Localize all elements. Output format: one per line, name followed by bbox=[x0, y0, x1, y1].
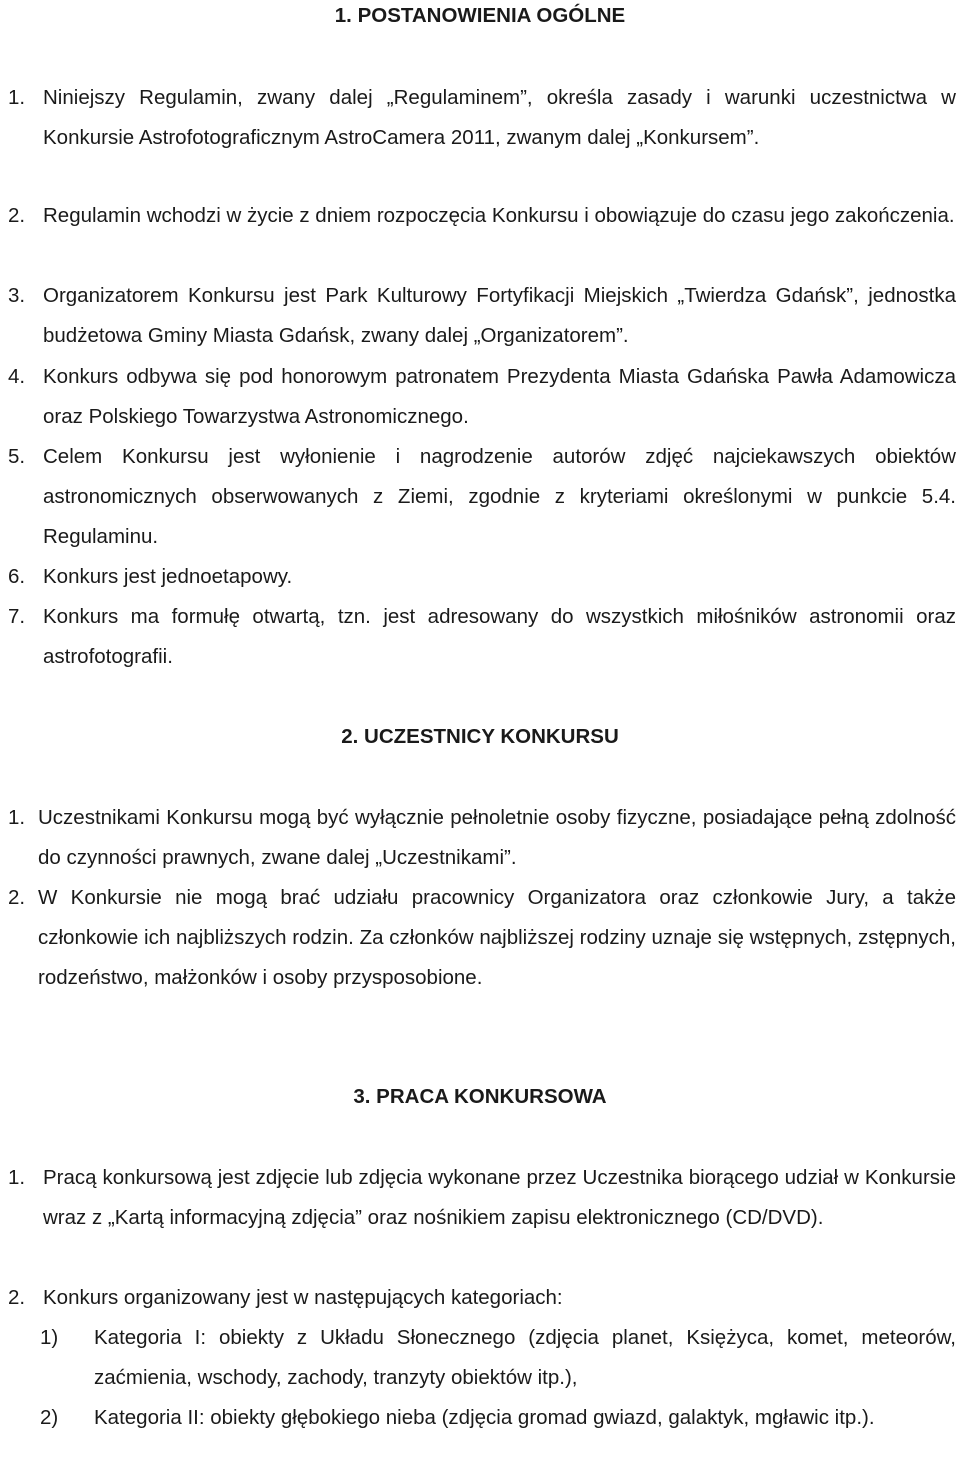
item-number: 2. bbox=[8, 204, 26, 227]
item-text: Regulamin wchodzi w życie z dniem rozpoczęcia Konkursu i obowiązuje do czasu jego zakończenia. bbox=[43, 204, 955, 227]
item-number: 1. bbox=[8, 806, 26, 829]
item-number: 4. bbox=[8, 365, 26, 388]
list-item bbox=[0, 437, 956, 557]
list-item bbox=[0, 357, 956, 437]
sub-list-item bbox=[0, 1318, 956, 1398]
list-item bbox=[0, 597, 956, 677]
item-text: Celem Konkursu jest wyłonienie i nagrodzenie autorów zdjęć najciekawszych obiektów astronomicznych obserwowanych z Ziemi, zgodnie z kryteriami określonymi w punkcie 5.4. Regulaminu. bbox=[43, 445, 956, 548]
list-item bbox=[0, 1278, 956, 1318]
sub-item-number: 2) bbox=[40, 1406, 59, 1429]
item-number: 1. bbox=[8, 1166, 26, 1189]
item-number: 2. bbox=[8, 1286, 26, 1309]
section-heading-uczestnicy: 2. UCZESTNICY KONKURSU bbox=[341, 725, 619, 748]
section-heading-praca: 3. PRACA KONKURSOWA bbox=[353, 1085, 607, 1108]
item-text: Konkurs organizowany jest w następujących kategoriach: bbox=[43, 1286, 563, 1309]
item-text: Konkurs odbywa się pod honorowym patronatem Prezydenta Miasta Gdańska Pawła Adamowicza oraz Polskiego Towarzystwa Astronomicznego. bbox=[43, 365, 956, 428]
item-text: Konkurs ma formułę otwartą, tzn. jest adresowany do wszystkich miłośników astronomii oraz astrofotografii. bbox=[43, 605, 956, 668]
sub-item-text: Kategoria I: obiekty z Układu Słonecznego (zdjęcia planet, Księżyca, komet, meteorów, zaćmienia, wschody, zachody, tranzyty obiektów itp.), bbox=[94, 1326, 956, 1389]
item-text: Pracą konkursową jest zdjęcie lub zdjęcia wykonane przez Uczestnika biorącego udział w Konkursie wraz z „Kartą informacyjną zdjęcia” oraz nośnikiem zapisu elektronicznego (CD/DVD). bbox=[43, 1166, 956, 1229]
item-number: 6. bbox=[8, 565, 26, 588]
item-text: Konkurs jest jednoetapowy. bbox=[43, 565, 293, 588]
sub-list-item bbox=[0, 1398, 956, 1474]
list-item bbox=[0, 78, 956, 198]
item-number: 1. bbox=[8, 86, 26, 109]
item-number: 2. bbox=[8, 886, 26, 909]
item-text: Organizatorem Konkursu jest Park Kulturowy Fortyfikacji Miejskich „Twierdza Gdańsk”, jednostka budżetowa Gminy Miasta Gdańsk, zwany dalej „Organizatorem”. bbox=[43, 284, 956, 347]
item-text: Niniejszy Regulamin, zwany dalej „Regulaminem”, określa zasady i warunki uczestnictwa w Konkursie Astrofotograficznym AstroCamera 2011, zwanym dalej „Konkursem”. bbox=[43, 86, 956, 149]
item-number: 7. bbox=[8, 605, 26, 628]
sub-item-number: 1) bbox=[40, 1326, 59, 1349]
item-number: 5. bbox=[8, 445, 26, 468]
list-item bbox=[0, 878, 956, 998]
item-text: W Konkursie nie mogą brać udziału pracownicy Organizatora oraz członkowie Jury, a także członkowie ich najbliższych rodzin. Za członków najbliższej rodziny uznaje się wstępnych, zstępnych, rodzeństwo, małżonków i osoby przysposobione. bbox=[38, 886, 956, 989]
section-heading-postanowienia: 1. POSTANOWIENIA OGÓLNE bbox=[334, 4, 626, 27]
sub-item-text: Kategoria II: obiekty głębokiego nieba (zdjęcia gromad gwiazd, galaktyk, mgławic itp.). bbox=[94, 1406, 875, 1429]
list-item bbox=[0, 276, 956, 356]
list-item bbox=[0, 196, 956, 276]
list-item bbox=[0, 798, 956, 878]
list-item bbox=[0, 1158, 956, 1278]
item-number: 3. bbox=[8, 284, 26, 307]
list-item bbox=[0, 557, 956, 597]
item-text: Uczestnikami Konkursu mogą być wyłącznie pełnoletnie osoby fizyczne, posiadające pełną zdolność do czynności prawnych, zwane dalej „Uczestnikami”. bbox=[38, 806, 956, 869]
